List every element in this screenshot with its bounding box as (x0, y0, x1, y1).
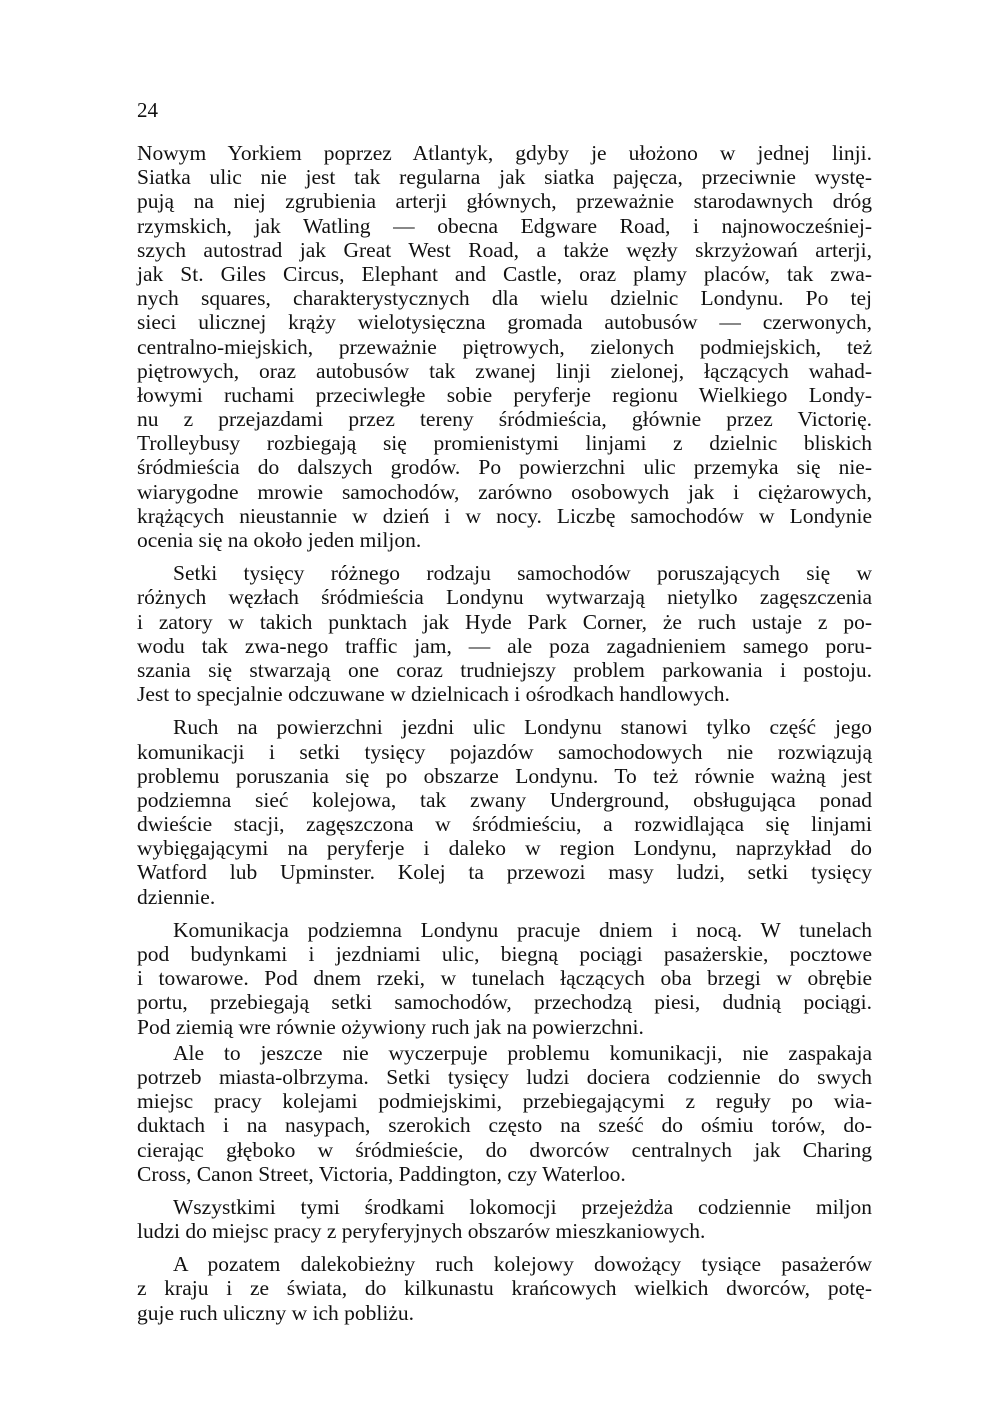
text-line: potrzeb miasta-olbrzyma. Setki tysięcy ludzi dociera codziennie do swych (137, 1064, 872, 1089)
text-line: dwieście stacji, zagęszczona w śródmieściu, a rozwidlająca się linjami (137, 812, 872, 837)
text-line: z kraju i ze świata, do kilkunastu krańcowych wielkich dworców, potę- (137, 1276, 872, 1301)
text-line: i zatory w takich punktach jak Hyde Park Corner, że ruch ustaje z po- (137, 609, 872, 634)
text-line: miejsc pracy kolejami podmiejskimi, przebiegającymi z reguły po wia- (137, 1089, 872, 1114)
page-number: 24 (137, 98, 158, 122)
text-line: duktach i na nasypach, szerokich często na sześć do ośmiu torów, do- (137, 1113, 872, 1138)
text-line: wodu tak zwa-nego traffic jam, — ale poza zagadnieniem samego poru- (137, 633, 872, 658)
text-line: problemu poruszania się po obszarze Londynu. To też równie ważną jest (137, 763, 872, 788)
text-line: portu, przebiegają setki samochodów, przechodzą piesi, dudnią pociągi. (137, 990, 872, 1015)
paragraph (137, 141, 872, 552)
text-line: szania się stwarzają one coraz trudniejszy problem parkowania i postoju. (137, 657, 872, 682)
text-line: centralno-miejskich, przeważnie piętrowych, zielonych podmiejskich, też (137, 334, 872, 359)
text-line: ocenia się na około jeden miljon. (137, 528, 422, 552)
text-line: różnych węzłach śródmieścia Londynu wytwarzają nietylko zagęszczenia (137, 585, 872, 610)
text-line: Jest to specjalnie odczuwane w dzielnicach i ośrodkach handlowych. (137, 682, 730, 707)
text-line: cierając głęboko w śródmieście, do dworców centralnych jak Charing (137, 1137, 872, 1162)
text-line: jak St. Giles Circus, Elephant and Castle, oraz plamy placów, tak zwa- (137, 261, 872, 286)
text-line: wiarygodne mrowie samochodów, zarówno osobowych jak i ciężarowych, (137, 479, 872, 504)
text-line: Setki tysięcy różnego rodzaju samochodów poruszających się w (173, 561, 872, 586)
text-line: szych autostrad jak Great West Road, a także węzły skrzyżowań arterji, (137, 237, 872, 262)
text-line: Ruch na powierzchni jezdni ulic Londynu stanowi tylko część jego (173, 715, 872, 740)
text-line: pod budynkami i jezdniami ulic, biegną pociągi pasażerskie, pocztowe (137, 942, 872, 966)
text-line: A pozatem dalekobieżny ruch kolejowy dowożący tysiące pasażerów (173, 1252, 872, 1277)
paragraph (137, 1195, 872, 1243)
text-line: Cross, Canon Street, Victoria, Paddington, czy Waterloo. (137, 1161, 626, 1186)
text-line: wybięgającymi na peryferje i daleko w region Londynu, naprzykład do (137, 836, 872, 861)
text-line: komunikacji i setki tysięcy pojazdów samochodowych nie rozwiązują (137, 739, 872, 764)
text-line: guje ruch uliczny w ich pobliżu. (137, 1300, 415, 1325)
text-line: piętrowych, oraz autobusów tak zwanej linji zielonej, łączących wahad- (137, 358, 872, 383)
body-text (137, 141, 872, 1325)
text-line: Nowym Yorkiem poprzez Atlantyk, gdyby je ułożono w jednej linji. (137, 141, 872, 165)
text-line: dziennie. (137, 884, 216, 909)
text-line: i towarowe. Pod dnem rzeki, w tunelach łączących oba brzegi w obrębie (137, 966, 872, 991)
text-line: Watford lub Upminster. Kolej ta przewozi masy ludzi, setki tysięcy (137, 860, 872, 885)
text-line: nych squares, charakterystycznych dla wielu dzielnic Londynu. Po tej (137, 286, 872, 311)
text-line: ludzi do miejsc pracy z peryferyjnych obszarów mieszkaniowych. (137, 1219, 706, 1244)
text-line: pują na niej zgrubienia arterji głównych, przeważnie starodawnych dróg (137, 189, 872, 214)
paragraph (137, 715, 872, 909)
text-line: rzymskich, jak Watling — obecna Edgware Road, i najnowocześniej- (137, 213, 872, 238)
text-line: nu z przejazdami przez tereny śródmieścia, głównie przez Victorię. (137, 407, 872, 432)
text-line: łowymi ruchami przeciwległe sobie peryferje regionu Wielkiego Londy- (137, 382, 872, 407)
text-line: Ale to jeszcze nie wyczerpuje problemu komunikacji, nie zaspakaja (173, 1040, 872, 1065)
text-line: Trolleybusy rozbiegają się promienistymi linjami z dzielnic bliskich (137, 431, 872, 456)
paragraph (137, 1252, 872, 1325)
text-line: Siatka ulic nie jest tak regularna jak siatka pajęcza, przeciwnie wystę- (137, 165, 872, 190)
text-line: śródmieścia do dalszych grodów. Po powierzchni ulic przemyka się nie- (137, 455, 872, 480)
paragraph (137, 561, 872, 706)
paragraph (137, 1041, 872, 1186)
text-line: Wszystkimi tymi środkami lokomocji przejeżdża codziennie miljon (173, 1194, 872, 1219)
text-line: Pod ziemią wre równie ożywiony ruch jak na powierzchni. (137, 1014, 644, 1039)
text-line: sieci ulicznej krąży wielotysięczna gromada autobusów — czerwonych, (137, 310, 872, 335)
text-line: podziemna sieć kolejowa, tak zwany Underground, obsługująca ponad (137, 787, 872, 812)
text-line: Komunikacja podziemna Londynu pracuje dniem i nocą. W tunelach (173, 917, 872, 942)
paragraph (137, 918, 872, 1039)
text-line: krążących nieustannie w dzień i w nocy. Liczbę samochodów w Londynie (137, 503, 872, 528)
